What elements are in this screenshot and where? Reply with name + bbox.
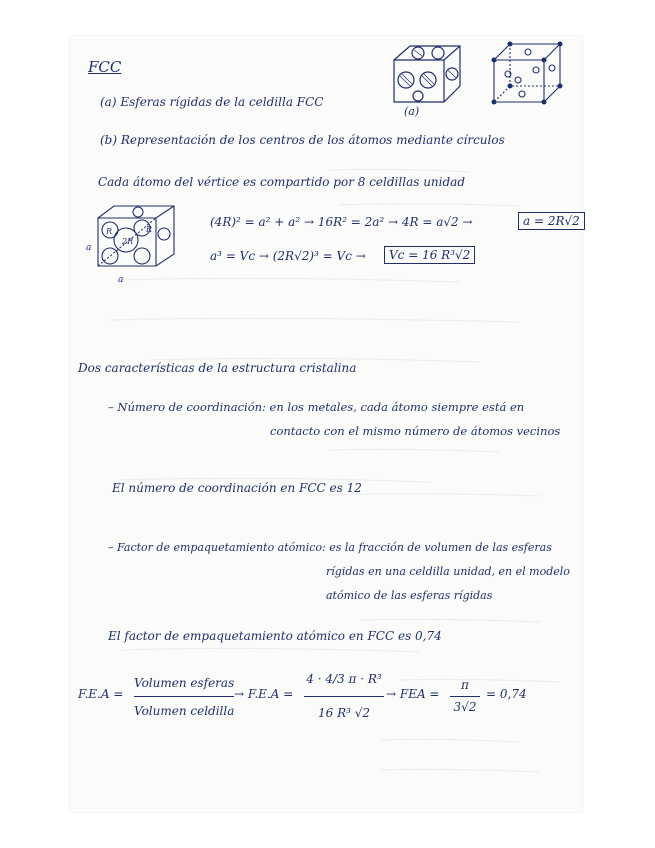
packing-factor-line-1: – Factor de empaquetamiento atómico: es la fracción de volumen de las esferas xyxy=(108,541,552,554)
coordination-line-1: – Número de coordinación: en los metales, cada átomo siempre está en xyxy=(108,400,525,414)
item-b-text: (b) Representación de los centros de los átomos mediante círculos xyxy=(100,133,505,147)
formula-denominator-3: 3√2 xyxy=(453,700,477,714)
fcc-atom-centers-cube-drawing xyxy=(488,38,568,108)
packing-factor-result: El factor de empaquetamiento atómico en FCC es 0,74 xyxy=(108,629,442,643)
svg-text:2R: 2R xyxy=(122,237,134,246)
cube-bottom-label: a xyxy=(118,275,124,285)
fraction-bar-1 xyxy=(134,696,234,697)
formula-lhs: F.E.A = xyxy=(78,687,124,701)
formula-numerator-1: Volumen esferas xyxy=(134,676,235,690)
formula-numerator-3: π xyxy=(461,678,469,692)
formula-arrow-1: → F.E.A = xyxy=(234,687,294,701)
fraction-bar-3 xyxy=(450,696,480,697)
vertex-note: Cada átomo del vértice es compartido por 8 celdillas unidad xyxy=(98,175,466,189)
coordination-result: El número de coordinación en FCC es 12 xyxy=(112,481,362,495)
formula-numerator-2: 4 · 4/3 π · R³ xyxy=(306,672,382,686)
equation-1: (4R)² = a² + a² → 16R² = 2a² → 4R = a√2 → xyxy=(210,215,473,229)
formula-result: = 0,74 xyxy=(486,687,527,701)
formula-denominator-1: Volumen celdilla xyxy=(134,704,235,718)
formula-arrow-2: → FEA = xyxy=(386,687,440,701)
packing-factor-line-2: rígidas en una celdilla unidad, en el modelo xyxy=(326,565,570,578)
page-title: FCC xyxy=(88,58,122,76)
equation-2: a³ = Vc → (2R√2)³ = Vc → xyxy=(210,249,366,263)
fraction-bar-2 xyxy=(304,696,384,697)
equation-2-result-box: Vc = 16 R³√2 xyxy=(384,246,475,264)
figure-a-label: (a) xyxy=(404,105,420,118)
formula-denominator-2: 16 R³ √2 xyxy=(317,706,371,720)
equation-1-result-box: a = 2R√2 xyxy=(518,212,585,230)
coordination-line-2: contacto con el mismo número de átomos vecinos xyxy=(270,424,561,438)
packing-factor-line-3: atómico de las esferas rígidas xyxy=(326,589,493,602)
svg-text:R: R xyxy=(146,225,153,234)
svg-text:R: R xyxy=(106,227,113,236)
section-title: Dos características de la estructura cristalina xyxy=(78,361,357,375)
fcc-hard-sphere-cube-drawing xyxy=(388,40,468,110)
cube-side-label: a xyxy=(86,243,92,253)
fcc-face-diagonal-cube-drawing xyxy=(90,200,180,272)
item-a-text: (a) Esferas rígidas de la celdilla FCC xyxy=(100,95,324,109)
